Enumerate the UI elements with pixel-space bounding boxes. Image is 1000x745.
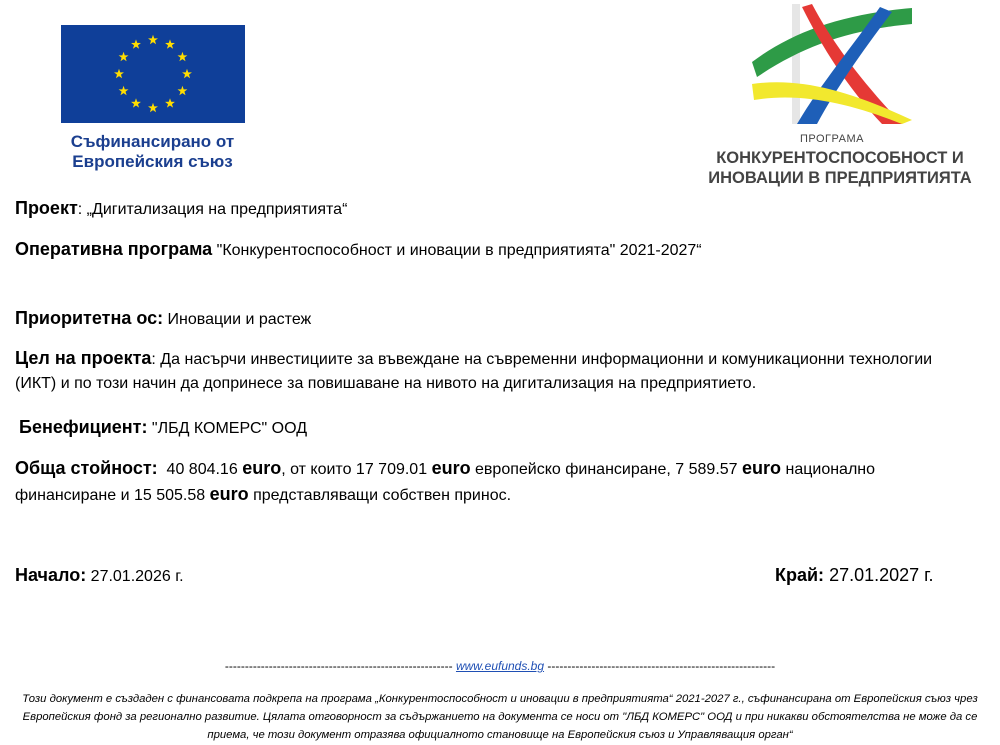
end-value: 27.01.2027 г. — [824, 565, 934, 585]
program-line — [15, 237, 702, 263]
eu-caption-line1: Съфинансирано от — [70, 132, 235, 151]
program-name-line2: ИНОВАЦИИ В ПРЕДПРИЯТИЯТА — [708, 169, 972, 187]
total-amount: 40 804.16 — [166, 461, 238, 478]
eu-logo-caption — [40, 132, 265, 172]
eu-star-icon — [131, 39, 141, 48]
eufunds-link[interactable]: www.eufunds.bg — [455, 659, 545, 673]
start-label: Начало: — [15, 565, 87, 585]
start-value: 27.01.2026 г. — [86, 568, 184, 585]
priority-axis-line — [15, 306, 311, 332]
beneficiary-label: Бенефициент: — [19, 417, 148, 437]
project-goal-label: Цел на проекта — [15, 348, 152, 368]
start-date-line — [15, 563, 184, 589]
end-label: Край: — [775, 565, 825, 585]
eu-star-icon — [131, 98, 141, 107]
priority-axis-value: Иновации и растеж — [163, 311, 312, 328]
eu-star-icon — [178, 86, 188, 95]
eu-cofunded-logo — [40, 20, 265, 185]
beneficiary-value: "ЛБД КОМЕРС" ООД — [147, 420, 308, 437]
project-goal-value: : Да насърчи инвестициите за въвеждане на съвременни информационни и комуникационни технологии (ИКТ) и по този начин да допринесе за повишаване на нивото на дигитализация на предприятието. — [15, 351, 933, 392]
eu-stars-icon — [61, 25, 245, 123]
own-currency: euro — [209, 484, 249, 504]
project-value: : „Дигитализация на предприятията“ — [77, 201, 348, 218]
end-date-line — [775, 563, 934, 589]
text-national-funding: национално финансиране и — [15, 461, 876, 504]
program-value: "Конкурентоспособност и иновации в предприятията" 2021-2027“ — [212, 242, 702, 259]
total-label: Обща стойност: — [15, 458, 158, 478]
project-goal-line — [15, 346, 975, 396]
beneficiary-line — [19, 415, 307, 441]
eu-star-icon — [148, 103, 158, 112]
project-label: Проект — [15, 198, 78, 218]
text-of-which: , от които — [281, 461, 356, 478]
priority-axis-label: Приоритетна ос: — [15, 308, 164, 328]
total-value-line — [15, 456, 975, 508]
eu-amount: 17 709.01 — [355, 461, 428, 478]
total-currency: euro — [242, 458, 282, 478]
eu-star-icon — [148, 35, 158, 44]
footer-dashes-right: --------------------------------------------------------- — [544, 659, 776, 673]
eu-star-icon — [119, 52, 129, 61]
footer-divider — [0, 658, 1000, 674]
project-line — [15, 196, 347, 222]
eu-currency: euro — [431, 458, 471, 478]
program-small-label: ПРОГРАМА — [800, 133, 864, 145]
program-name — [684, 148, 996, 188]
eu-star-icon — [165, 39, 175, 48]
eu-star-icon — [182, 69, 192, 78]
footer-disclaimer: Този документ е създаден с финансовата подкрепа на програма „Конкурентоспособност и иновации в предприятията“ 2021-2027 г., съфинансирана от Европейския съюз чрез Европейския фонд за регионално развитие. Цялата отговорност за съдържанието на документа се носи от "ЛБД КОМЕРС" ООД и при никакви обстоятелства не може да се приема, че този документ отразява официалното становище на Европейския съюз и Управляващия орган“ — [22, 693, 978, 741]
eu-star-icon — [178, 52, 188, 61]
eu-star-icon — [165, 98, 175, 107]
text-eu-funding: европейско финансиране, — [470, 461, 676, 478]
program-label: Оперативна програма — [15, 239, 213, 259]
program-stripes-icon — [752, 2, 912, 127]
own-amount: 15 505.58 — [133, 487, 206, 504]
text-own-contribution: представляващи собствен принос. — [248, 487, 512, 504]
eu-caption-line2: Европейския съюз — [72, 152, 233, 171]
national-amount: 7 589.57 — [675, 461, 738, 478]
eu-star-icon — [119, 86, 129, 95]
national-currency: euro — [742, 458, 782, 478]
eu-flag-icon — [61, 25, 245, 123]
program-name-line1: КОНКУРЕНТОСПОСОБНОСТ И — [716, 149, 964, 167]
eu-star-icon — [114, 69, 124, 78]
footer-dashes-left: --------------------------------------------------------- — [224, 659, 456, 673]
program-logo — [680, 0, 1000, 200]
